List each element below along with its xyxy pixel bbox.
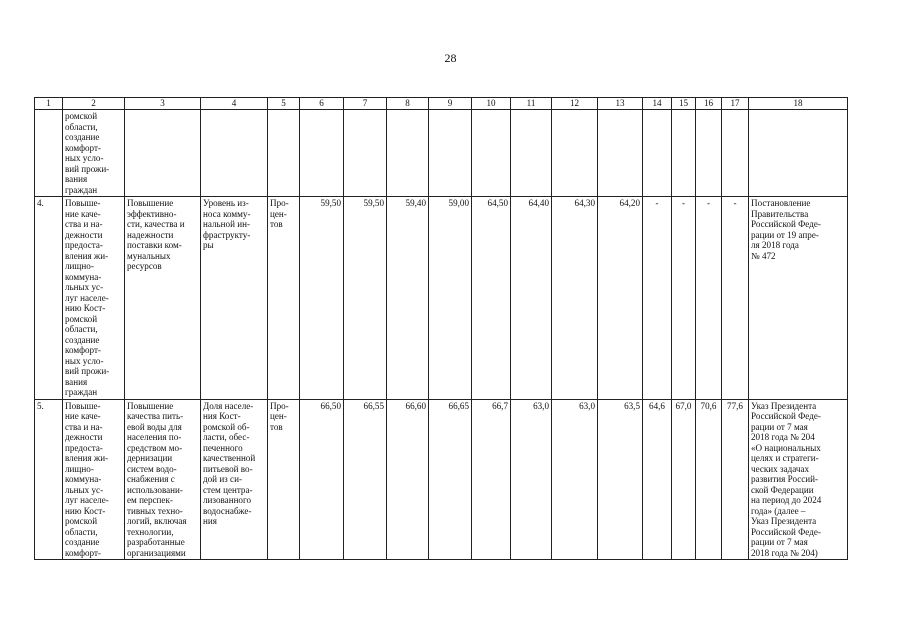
value-cell	[472, 110, 511, 197]
indicator-cell-line: стем центра-	[203, 484, 253, 495]
value-cell: 64,50	[472, 197, 511, 400]
task-cell-line: нию Кост-	[65, 505, 106, 516]
unit-cell-line: цен-	[270, 411, 287, 421]
task-cell-line: ства и на-	[65, 421, 103, 432]
row-number: 5.	[35, 399, 63, 560]
basis-document-cell-line: 2018 года № 204	[751, 432, 815, 442]
measure-cell-line: технологии,	[127, 526, 174, 537]
unit-cell	[268, 197, 300, 400]
task-cell-line: луг населе-	[65, 495, 109, 505]
indicator-cell-line: ры	[203, 240, 214, 250]
task-cell-line: вления жи-	[65, 250, 109, 261]
basis-document-cell	[749, 197, 848, 400]
value-cell: 59,50	[300, 197, 344, 400]
basis-document-cell-line: целях и стратеги-	[751, 453, 819, 463]
value-cell: 66,50	[300, 399, 344, 560]
task-cell-line: ние каче-	[65, 208, 101, 219]
indicator-cell-line: Доля населе-	[203, 400, 254, 411]
value-cell: 59,00	[429, 197, 472, 400]
task-cell-line: комфорт-	[65, 345, 101, 355]
basis-document-cell-line: Постановление	[751, 198, 811, 208]
column-number: 11	[511, 98, 552, 110]
column-number: 8	[387, 98, 429, 110]
basis-document-cell-line: «О национальных	[751, 442, 821, 453]
task-cell-line: льных ус-	[65, 282, 104, 292]
measure-cell-line: поставки ком-	[127, 240, 182, 250]
value-cell	[387, 110, 429, 197]
indicator-cell-line: печенного	[203, 442, 243, 453]
value-cell	[643, 110, 672, 197]
measure-cell-line: евой воды для	[127, 421, 182, 432]
basis-document-cell-line: ской Федерации	[751, 484, 814, 495]
column-number: 14	[643, 98, 672, 110]
column-number: 2	[63, 98, 125, 110]
measure-cell-line: эффективно-	[127, 208, 177, 219]
indicator-cell-line: ласти, обес-	[203, 432, 250, 442]
value-cell: 67,0	[672, 399, 696, 560]
value-cell	[672, 110, 696, 197]
basis-document-cell-line: ческих задачах	[751, 463, 810, 474]
basis-document-cell-line: ля 2018 года	[751, 240, 799, 250]
basis-document-cell-line: № 472	[751, 250, 776, 261]
task-cell-line: области,	[65, 121, 98, 132]
indicator-cell-line: носа комму-	[203, 208, 251, 219]
task-cell	[63, 110, 125, 197]
value-cell: 66,55	[344, 399, 387, 560]
task-cell-line: дежности	[65, 432, 103, 442]
task-cell-line: Повыше-	[65, 198, 101, 208]
value-cell: 64,20	[598, 197, 643, 400]
task-cell	[63, 197, 125, 400]
measure-cell-line: разработанные	[127, 537, 185, 547]
task-cell-line: области,	[65, 526, 98, 537]
value-cell: 59,40	[387, 197, 429, 400]
indicator-cell-line: ния	[203, 516, 217, 526]
unit-cell	[268, 399, 300, 560]
value-cell: 70,6	[696, 399, 722, 560]
task-cell	[63, 399, 125, 560]
measure-cell-line: снабжения с	[127, 474, 175, 484]
page-number: 28	[444, 51, 457, 65]
task-cell-line: вий прожи-	[65, 366, 110, 376]
unit-cell-line: Про-	[270, 400, 289, 411]
basis-document-cell-line: рации от 19 апре-	[751, 229, 819, 240]
indicator-cell-line: Уровень из-	[203, 198, 249, 208]
task-cell-line: ных усло-	[65, 153, 104, 163]
basis-document-cell-line: на период до 2024	[751, 495, 822, 505]
basis-document-cell-line: года» (далее –	[751, 505, 806, 516]
column-number: 13	[598, 98, 643, 110]
value-cell: 59,50	[344, 197, 387, 400]
column-number: 17	[722, 98, 749, 110]
task-cell-line: области,	[65, 324, 98, 334]
indicator-cell-line: дой из си-	[203, 474, 242, 484]
indicator-cell-line: питьевой во-	[203, 463, 253, 474]
unit-cell-line: тов	[270, 421, 283, 432]
indicator-cell-line: ния Кост-	[203, 411, 241, 421]
column-number: 12	[552, 98, 598, 110]
indicator-cell-line: лизованного	[203, 495, 252, 505]
task-cell-line: создание	[65, 537, 100, 547]
value-cell: 66,7	[472, 399, 511, 560]
table-row	[35, 399, 848, 560]
indicator-cell-line: ромской об-	[203, 421, 250, 432]
basis-document-cell-line: развития Россий-	[751, 474, 819, 484]
task-cell-line: предоста-	[65, 442, 103, 453]
measure-cell	[125, 399, 201, 560]
measure-cell-line: Повышение	[127, 198, 174, 208]
value-cell: 66,60	[387, 399, 429, 560]
column-number: 9	[429, 98, 472, 110]
value-cell: 77,6	[722, 399, 749, 560]
value-cell	[344, 110, 387, 197]
basis-document-cell-line: Указ Президента	[751, 516, 817, 526]
task-cell-line: льных ус-	[65, 484, 104, 495]
measure-cell-line: дернизации	[127, 453, 173, 463]
measure-cell-line: мунальных	[127, 250, 171, 261]
column-number: 3	[125, 98, 201, 110]
basis-document-cell	[749, 399, 848, 560]
measure-cell-line: ресурсов	[127, 261, 162, 271]
task-cell-line: вления жи-	[65, 453, 109, 463]
task-cell-line: вания	[65, 376, 88, 387]
task-cell-line: граждан	[65, 387, 98, 397]
basis-document-cell-line: 2018 года № 204)	[751, 547, 818, 558]
task-cell-line: создание	[65, 334, 100, 345]
measure-cell-line: средством мо-	[127, 442, 183, 453]
column-number: 18	[749, 98, 848, 110]
basis-document-cell-line: Правительства	[751, 208, 809, 219]
measure-cell-line: надежности	[127, 229, 174, 240]
indicator-cell-line: качественной	[203, 453, 256, 463]
table-body	[35, 110, 848, 560]
task-cell-line: граждан	[65, 184, 98, 195]
measure-cell	[125, 110, 201, 197]
measure-cell-line: качества пить-	[127, 411, 184, 421]
basis-document-cell	[749, 110, 848, 197]
task-cell-line: ромской	[65, 516, 98, 526]
value-cell	[300, 110, 344, 197]
indicator-cell-line: фраструкту-	[203, 229, 251, 240]
column-number: 6	[300, 98, 344, 110]
task-cell-line: ромской	[65, 313, 98, 324]
unit-cell	[268, 110, 300, 197]
basis-document-cell-line: рации от 7 мая	[751, 537, 808, 547]
measure-cell-line: Повышение	[127, 400, 174, 411]
task-cell-line: луг населе-	[65, 292, 109, 303]
unit-cell-line: цен-	[270, 208, 287, 219]
indicator-cell-line: нальной ин-	[203, 219, 250, 229]
indicator-cell-line: водоснабже-	[203, 505, 252, 516]
column-number: 4	[201, 98, 268, 110]
value-cell: -	[696, 197, 722, 400]
value-cell: 63,5	[598, 399, 643, 560]
value-cell: -	[643, 197, 672, 400]
basis-document-cell-line: Указ Президента	[751, 400, 817, 411]
task-cell-line: ства и на-	[65, 219, 103, 229]
task-cell-line: ромской	[65, 111, 98, 121]
value-cell: 63,0	[511, 399, 552, 560]
value-cell	[598, 110, 643, 197]
column-number: 5	[268, 98, 300, 110]
value-cell	[429, 110, 472, 197]
measure-cell-line: организациями	[127, 547, 186, 558]
task-cell-line: лищно-	[65, 261, 94, 271]
row-number: 4.	[35, 197, 63, 400]
basis-document-cell-line: Российской Феде-	[751, 411, 821, 421]
task-cell-line: вания	[65, 174, 88, 184]
value-cell	[722, 110, 749, 197]
value-cell: 64,30	[552, 197, 598, 400]
task-cell-line: комфорт-	[65, 142, 101, 153]
indicator-cell	[201, 197, 268, 400]
column-number: 1	[35, 98, 63, 110]
basis-document-cell-line: Российской Феде-	[751, 526, 821, 537]
task-cell-line: коммуна-	[65, 271, 102, 282]
value-cell: 66,65	[429, 399, 472, 560]
measure-cell-line: логий, включая	[127, 516, 187, 526]
measure-cell-line: тивных техно-	[127, 505, 183, 516]
basis-document-cell-line: Российской Феде-	[751, 219, 821, 229]
measure-cell-line: систем водо-	[127, 463, 177, 474]
table-row	[35, 197, 848, 400]
measure-cell	[125, 197, 201, 400]
task-cell-line: предоста-	[65, 240, 103, 250]
value-cell: -	[722, 197, 749, 400]
column-number: 15	[672, 98, 696, 110]
indicator-cell	[201, 399, 268, 560]
value-cell: 64,40	[511, 197, 552, 400]
table-row	[35, 110, 848, 197]
value-cell: 63,0	[552, 399, 598, 560]
indicator-cell	[201, 110, 268, 197]
value-cell	[511, 110, 552, 197]
task-cell-line: нию Кост-	[65, 303, 106, 313]
value-cell	[552, 110, 598, 197]
column-number: 16	[696, 98, 722, 110]
column-number-row	[35, 98, 848, 110]
row-number	[35, 110, 63, 197]
measure-cell-line: сти, качества и	[127, 219, 185, 229]
value-cell: 64,6	[643, 399, 672, 560]
measure-cell-line: использовани-	[127, 484, 183, 495]
value-cell: -	[672, 197, 696, 400]
task-cell-line: вий прожи-	[65, 163, 110, 174]
task-cell-line: комфорт-	[65, 547, 101, 558]
unit-cell-line: тов	[270, 219, 283, 229]
task-cell-line: ных усло-	[65, 355, 104, 366]
unit-cell-line: Про-	[270, 198, 289, 208]
task-cell-line: Повыше-	[65, 400, 101, 411]
column-number: 10	[472, 98, 511, 110]
task-cell-line: создание	[65, 132, 100, 142]
measure-cell-line: ем перспек-	[127, 495, 173, 505]
column-number: 7	[344, 98, 387, 110]
task-cell-line: коммуна-	[65, 474, 102, 484]
value-cell	[696, 110, 722, 197]
task-cell-line: ние каче-	[65, 411, 101, 421]
basis-document-cell-line: рации от 7 мая	[751, 421, 808, 432]
targets-table	[34, 97, 848, 560]
measure-cell-line: населения по-	[127, 432, 182, 442]
task-cell-line: дежности	[65, 229, 103, 240]
task-cell-line: лищно-	[65, 463, 94, 474]
